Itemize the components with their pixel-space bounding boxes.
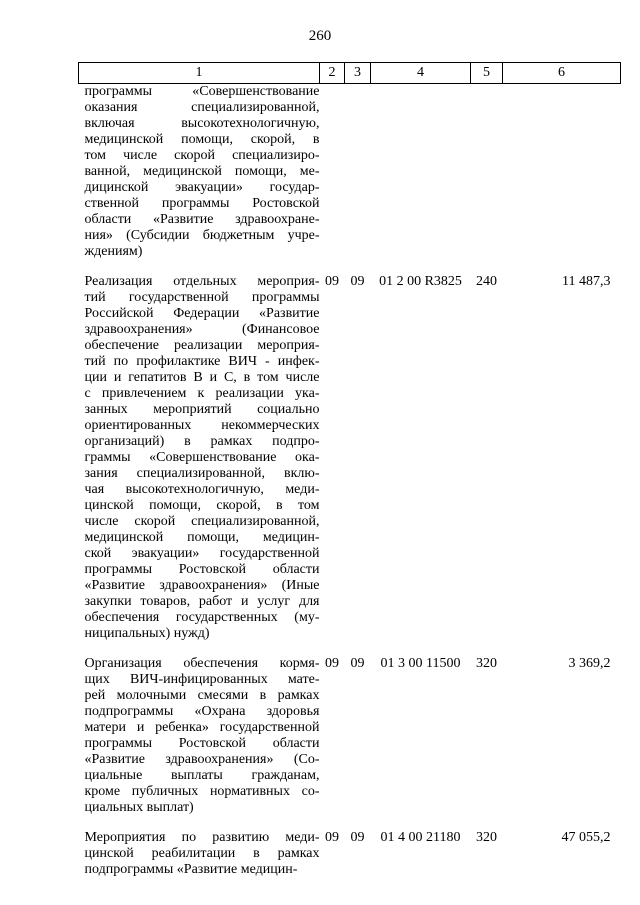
description-line: подпрограммы «Охрана здоровья: [84, 704, 320, 719]
description-line: кроме публичных нормативных со-: [84, 784, 320, 799]
column-number: 3: [345, 63, 371, 84]
description-line: ния» (Субсидии бюджетным учре-: [84, 228, 320, 243]
description-line: Реализация отдельных мероприя-: [84, 274, 320, 289]
description-line: оказания специализированной,: [84, 100, 320, 115]
description-line: тий государственной программы: [84, 290, 320, 305]
description-line: цинской помощи, скорой, в том: [84, 498, 320, 513]
description-line: «Развитие здравоохранения» (Со-: [84, 752, 320, 767]
description-line: ственной программы Ростовской: [84, 196, 320, 211]
section-code: 09: [325, 274, 339, 289]
amount-value: 3 369,2: [568, 656, 611, 671]
target-article-code: [371, 84, 471, 261]
row-description: [79, 830, 320, 878]
column-number-row: [79, 63, 621, 84]
section-code: 09: [325, 830, 339, 845]
description-line: ориентированных некоммерческих: [84, 418, 320, 433]
target-article-code: 01 4 00 21180: [380, 830, 461, 845]
description-line: обеспечение реализации мероприя-: [84, 338, 320, 353]
description-line: с привлечением к реализации ука-: [84, 386, 320, 401]
subsection-code: 09: [350, 830, 365, 845]
subsection-code: 09: [350, 274, 365, 289]
description-line: Организация обеспечения кормя-: [84, 656, 320, 671]
description-line: чая высокотехнологичную, меди-: [84, 482, 320, 497]
description-line: ждениям): [84, 244, 143, 259]
column-number: 6: [503, 63, 621, 84]
description-line: числе скорой специализированной,: [84, 514, 320, 529]
description-line: медицинской помощи, медицин-: [84, 530, 320, 545]
description-line: ниципальных) нужд): [84, 626, 210, 641]
budget-table: [78, 62, 621, 878]
row-spacer: [79, 816, 621, 830]
description-line: закупки товаров, работ и услуг для: [84, 594, 320, 609]
expense-type-code: 320: [476, 656, 497, 671]
description-line: циальных выплат): [84, 800, 194, 815]
amount-value: [503, 84, 621, 261]
description-line: включая высокотехнологичную,: [84, 116, 320, 131]
page-number: 260: [308, 28, 332, 44]
target-article-code: 01 3 00 11500: [380, 656, 461, 671]
column-number: 1: [79, 63, 320, 84]
section-code: 09: [325, 656, 339, 671]
description-line: циальные выплаты гражданам,: [84, 768, 320, 783]
description-line: рей молочными смесями в рамках: [84, 688, 320, 703]
description-line: области «Развитие здравоохране-: [84, 212, 320, 227]
table-body: [79, 84, 621, 879]
row-spacer: [79, 642, 621, 656]
row-spacer: [79, 260, 621, 274]
description-line: цинской реабилитации в рамках: [84, 846, 320, 861]
description-line: медицинской помощи, скорой, в: [84, 132, 320, 147]
description-line: зания специализированной, вклю-: [84, 466, 320, 481]
column-number: 2: [320, 63, 345, 84]
section-code: [320, 84, 345, 261]
table-row: [79, 830, 621, 878]
description-line: Мероприятия по развитию меди-: [84, 830, 320, 845]
description-line: ванной, медицинской помощи, ме-: [84, 164, 320, 179]
subsection-code: 09: [350, 656, 365, 671]
description-line: программы Ростовской области: [84, 562, 320, 577]
table-row: [79, 274, 621, 642]
amount-value: 47 055,2: [561, 830, 611, 845]
description-line: программы «Совершенствование: [84, 84, 320, 99]
description-line: Российской Федерации «Развитие: [84, 306, 320, 321]
row-description: [79, 84, 320, 261]
amount-value: 11 487,3: [562, 274, 611, 289]
description-line: организаций) в рамках подпро-: [84, 434, 320, 449]
expense-type-code: 240: [476, 274, 497, 289]
table-row: [79, 656, 621, 816]
row-description: [79, 274, 320, 642]
subsection-code: [345, 84, 371, 261]
column-number: 5: [471, 63, 503, 84]
description-line: тий по профилактике ВИЧ - инфек-: [84, 354, 320, 369]
expense-type-code: [471, 84, 503, 261]
description-line: матери и ребенка» государственной: [84, 720, 320, 735]
expense-type-code: 320: [476, 830, 497, 845]
table-row: [79, 84, 621, 261]
description-line: щих ВИЧ-инфицированных мате-: [84, 672, 320, 687]
row-description: [79, 656, 320, 816]
description-line: ской эвакуации» государственной: [84, 546, 320, 561]
target-article-code: 01 2 00 R3825: [379, 274, 462, 289]
description-line: ции и гепатитов В и С, в том числе: [84, 370, 320, 385]
description-line: занных мероприятий социально: [84, 402, 320, 417]
description-line: программы Ростовской области: [84, 736, 320, 751]
description-line: том числе скорой специализиро-: [84, 148, 320, 163]
description-line: подпрограммы «Развитие медицин-: [84, 862, 298, 877]
description-line: «Развитие здравоохранения» (Иные: [84, 578, 320, 593]
description-line: дицинской эвакуации» государ-: [84, 180, 320, 195]
description-line: здравоохранения» (Финансовое: [84, 322, 320, 337]
column-number: 4: [371, 63, 471, 84]
description-line: граммы «Совершенствование ока-: [84, 450, 320, 465]
description-line: обеспечения государственных (му-: [84, 610, 320, 625]
